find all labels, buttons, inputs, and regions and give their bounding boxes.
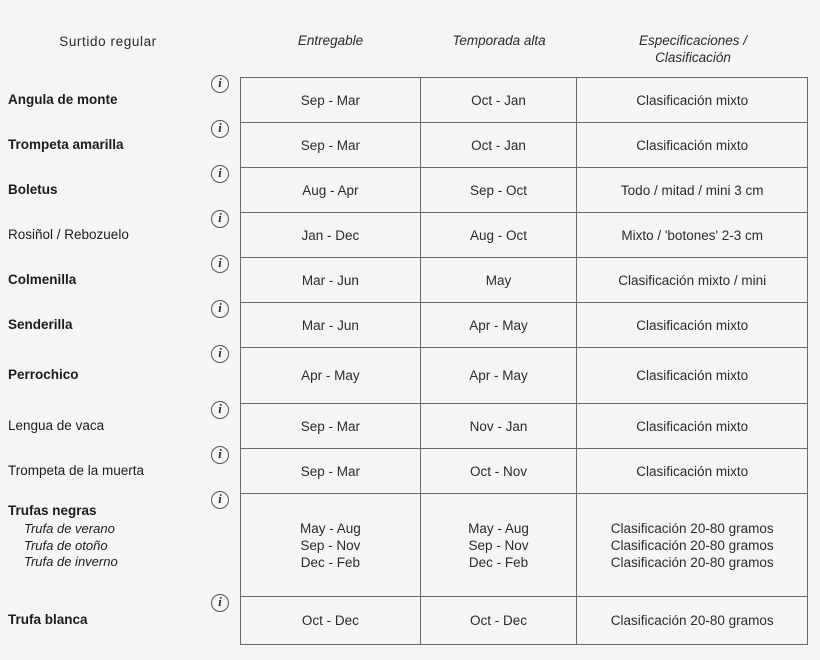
cell-especificaciones: Mixto / 'botones' 2-3 cm <box>577 213 808 257</box>
cell-entregable: Aug - Apr <box>241 168 421 212</box>
cell-temporada-alta: Oct - Dec <box>421 597 578 644</box>
cell-especificaciones: Clasificación mixto <box>577 348 808 403</box>
row-label-text: Boletus <box>8 181 58 197</box>
cell-especificaciones <box>577 494 808 596</box>
cell-temporada-alta: Oct - Jan <box>421 123 578 167</box>
row-label-text: Perrochico <box>8 367 79 382</box>
table-row <box>241 303 808 348</box>
row-label <box>8 227 208 243</box>
row-sublabel: Trufa de inverno <box>24 554 118 569</box>
cell-temporada-alta-line: Sep - Nov <box>468 537 529 553</box>
cell-especificaciones: Clasificación mixto / mini <box>577 258 808 302</box>
cell-temporada-alta: Sep - Oct <box>421 168 578 212</box>
cell-especificaciones-line: Clasificación 20-80 gramos <box>610 537 774 553</box>
cell-temporada-alta: Oct - Jan <box>421 78 578 122</box>
info-icon[interactable]: i <box>211 345 229 363</box>
table-row <box>241 404 808 449</box>
table-row <box>241 449 808 494</box>
info-icon[interactable]: i <box>211 165 229 183</box>
cell-especificaciones: Todo / mitad / mini 3 cm <box>577 168 808 212</box>
row-label <box>8 503 208 571</box>
cell-entregable-line: Sep - Nov <box>300 537 361 553</box>
row-label <box>8 137 208 153</box>
row-label-text: Trufa blanca <box>8 612 88 627</box>
table-row <box>241 494 808 597</box>
row-sublabel-list <box>8 521 208 571</box>
cell-temporada-alta: Aug - Oct <box>421 213 578 257</box>
table-row <box>241 213 808 258</box>
cell-especificaciones: Clasificación mixto <box>577 303 808 347</box>
row-label <box>8 272 208 288</box>
info-icon[interactable]: i <box>211 401 229 419</box>
cell-especificaciones: Clasificación 20-80 gramos <box>577 597 808 644</box>
row-label <box>8 612 208 628</box>
seasonality-grid <box>240 77 808 645</box>
table-header <box>0 28 820 70</box>
cell-entregable: Sep - Mar <box>241 449 421 493</box>
cell-entregable: Jan - Dec <box>241 213 421 257</box>
table-row <box>241 258 808 303</box>
cell-entregable-line: May - Aug <box>299 520 361 536</box>
row-sublabel: Trufa de verano <box>24 521 115 536</box>
row-label-text: Colmenilla <box>8 271 77 287</box>
cell-temporada-alta: Apr - May <box>421 348 578 403</box>
table-row <box>241 168 808 213</box>
cell-entregable: Oct - Dec <box>241 597 421 644</box>
row-label-text: Angula de monte <box>8 91 118 107</box>
info-icon[interactable]: i <box>211 491 229 509</box>
row-label <box>8 367 208 383</box>
row-label <box>8 182 208 198</box>
cell-entregable-line: Dec - Feb <box>300 554 360 570</box>
cell-temporada-alta: Nov - Jan <box>421 404 578 448</box>
info-icon[interactable]: i <box>211 300 229 318</box>
row-label-text: Trompeta de la muerta <box>8 462 145 478</box>
info-icon[interactable]: i <box>211 210 229 228</box>
header-column-especificaciones <box>578 32 808 66</box>
cell-temporada-alta: Oct - Nov <box>421 449 578 493</box>
row-label-text: Senderilla <box>8 316 73 332</box>
info-icon[interactable]: i <box>211 75 229 93</box>
cell-especificaciones: Clasificación mixto <box>577 404 808 448</box>
cell-especificaciones-line: Clasificación 20-80 gramos <box>610 520 774 536</box>
table-row <box>241 597 808 645</box>
cell-entregable <box>241 494 421 596</box>
cell-especificaciones: Clasificación mixto <box>577 123 808 167</box>
row-label-text: Rosiñol / Rebozuelo <box>8 226 129 242</box>
header-column-especificaciones-line1: Especificaciones / <box>638 33 748 48</box>
cell-especificaciones: Clasificación mixto <box>577 78 808 122</box>
cell-entregable: Mar - Jun <box>241 303 421 347</box>
cell-entregable: Mar - Jun <box>241 258 421 302</box>
info-icon[interactable]: i <box>211 446 229 464</box>
header-column-entregable: Entregable <box>297 33 364 48</box>
row-label-text: Trompeta amarilla <box>8 136 124 152</box>
row-sublabel: Trufa de otoño <box>24 537 108 553</box>
cell-entregable: Sep - Mar <box>241 78 421 122</box>
row-label <box>8 92 208 108</box>
cell-temporada-alta <box>421 494 578 596</box>
table-row <box>241 123 808 168</box>
cell-temporada-alta: May <box>421 258 578 302</box>
cell-especificaciones-line: Clasificación 20-80 gramos <box>610 554 774 570</box>
row-label <box>8 317 208 333</box>
cell-temporada-alta: Apr - May <box>421 303 578 347</box>
header-column-temporada-alta: Temporada alta <box>452 33 546 48</box>
table-row <box>241 348 808 404</box>
row-label <box>8 463 208 479</box>
row-label-text: Trufas negras <box>8 503 97 518</box>
cell-entregable: Sep - Mar <box>241 404 421 448</box>
cell-especificaciones: Clasificación mixto <box>577 449 808 493</box>
info-icon[interactable]: i <box>211 594 229 612</box>
cell-entregable: Sep - Mar <box>241 123 421 167</box>
row-label-text: Lengua de vaca <box>8 417 105 433</box>
row-label <box>8 418 208 434</box>
info-icon[interactable]: i <box>211 120 229 138</box>
cell-entregable: Apr - May <box>241 348 421 403</box>
cell-temporada-alta-line: May - Aug <box>468 520 529 536</box>
header-left-label: Surtido regular <box>59 34 157 49</box>
table-row <box>241 78 808 123</box>
header-column-especificaciones-line2: Clasificación <box>655 50 731 65</box>
info-icon[interactable]: i <box>211 255 229 273</box>
cell-temporada-alta-line: Dec - Feb <box>468 554 529 570</box>
